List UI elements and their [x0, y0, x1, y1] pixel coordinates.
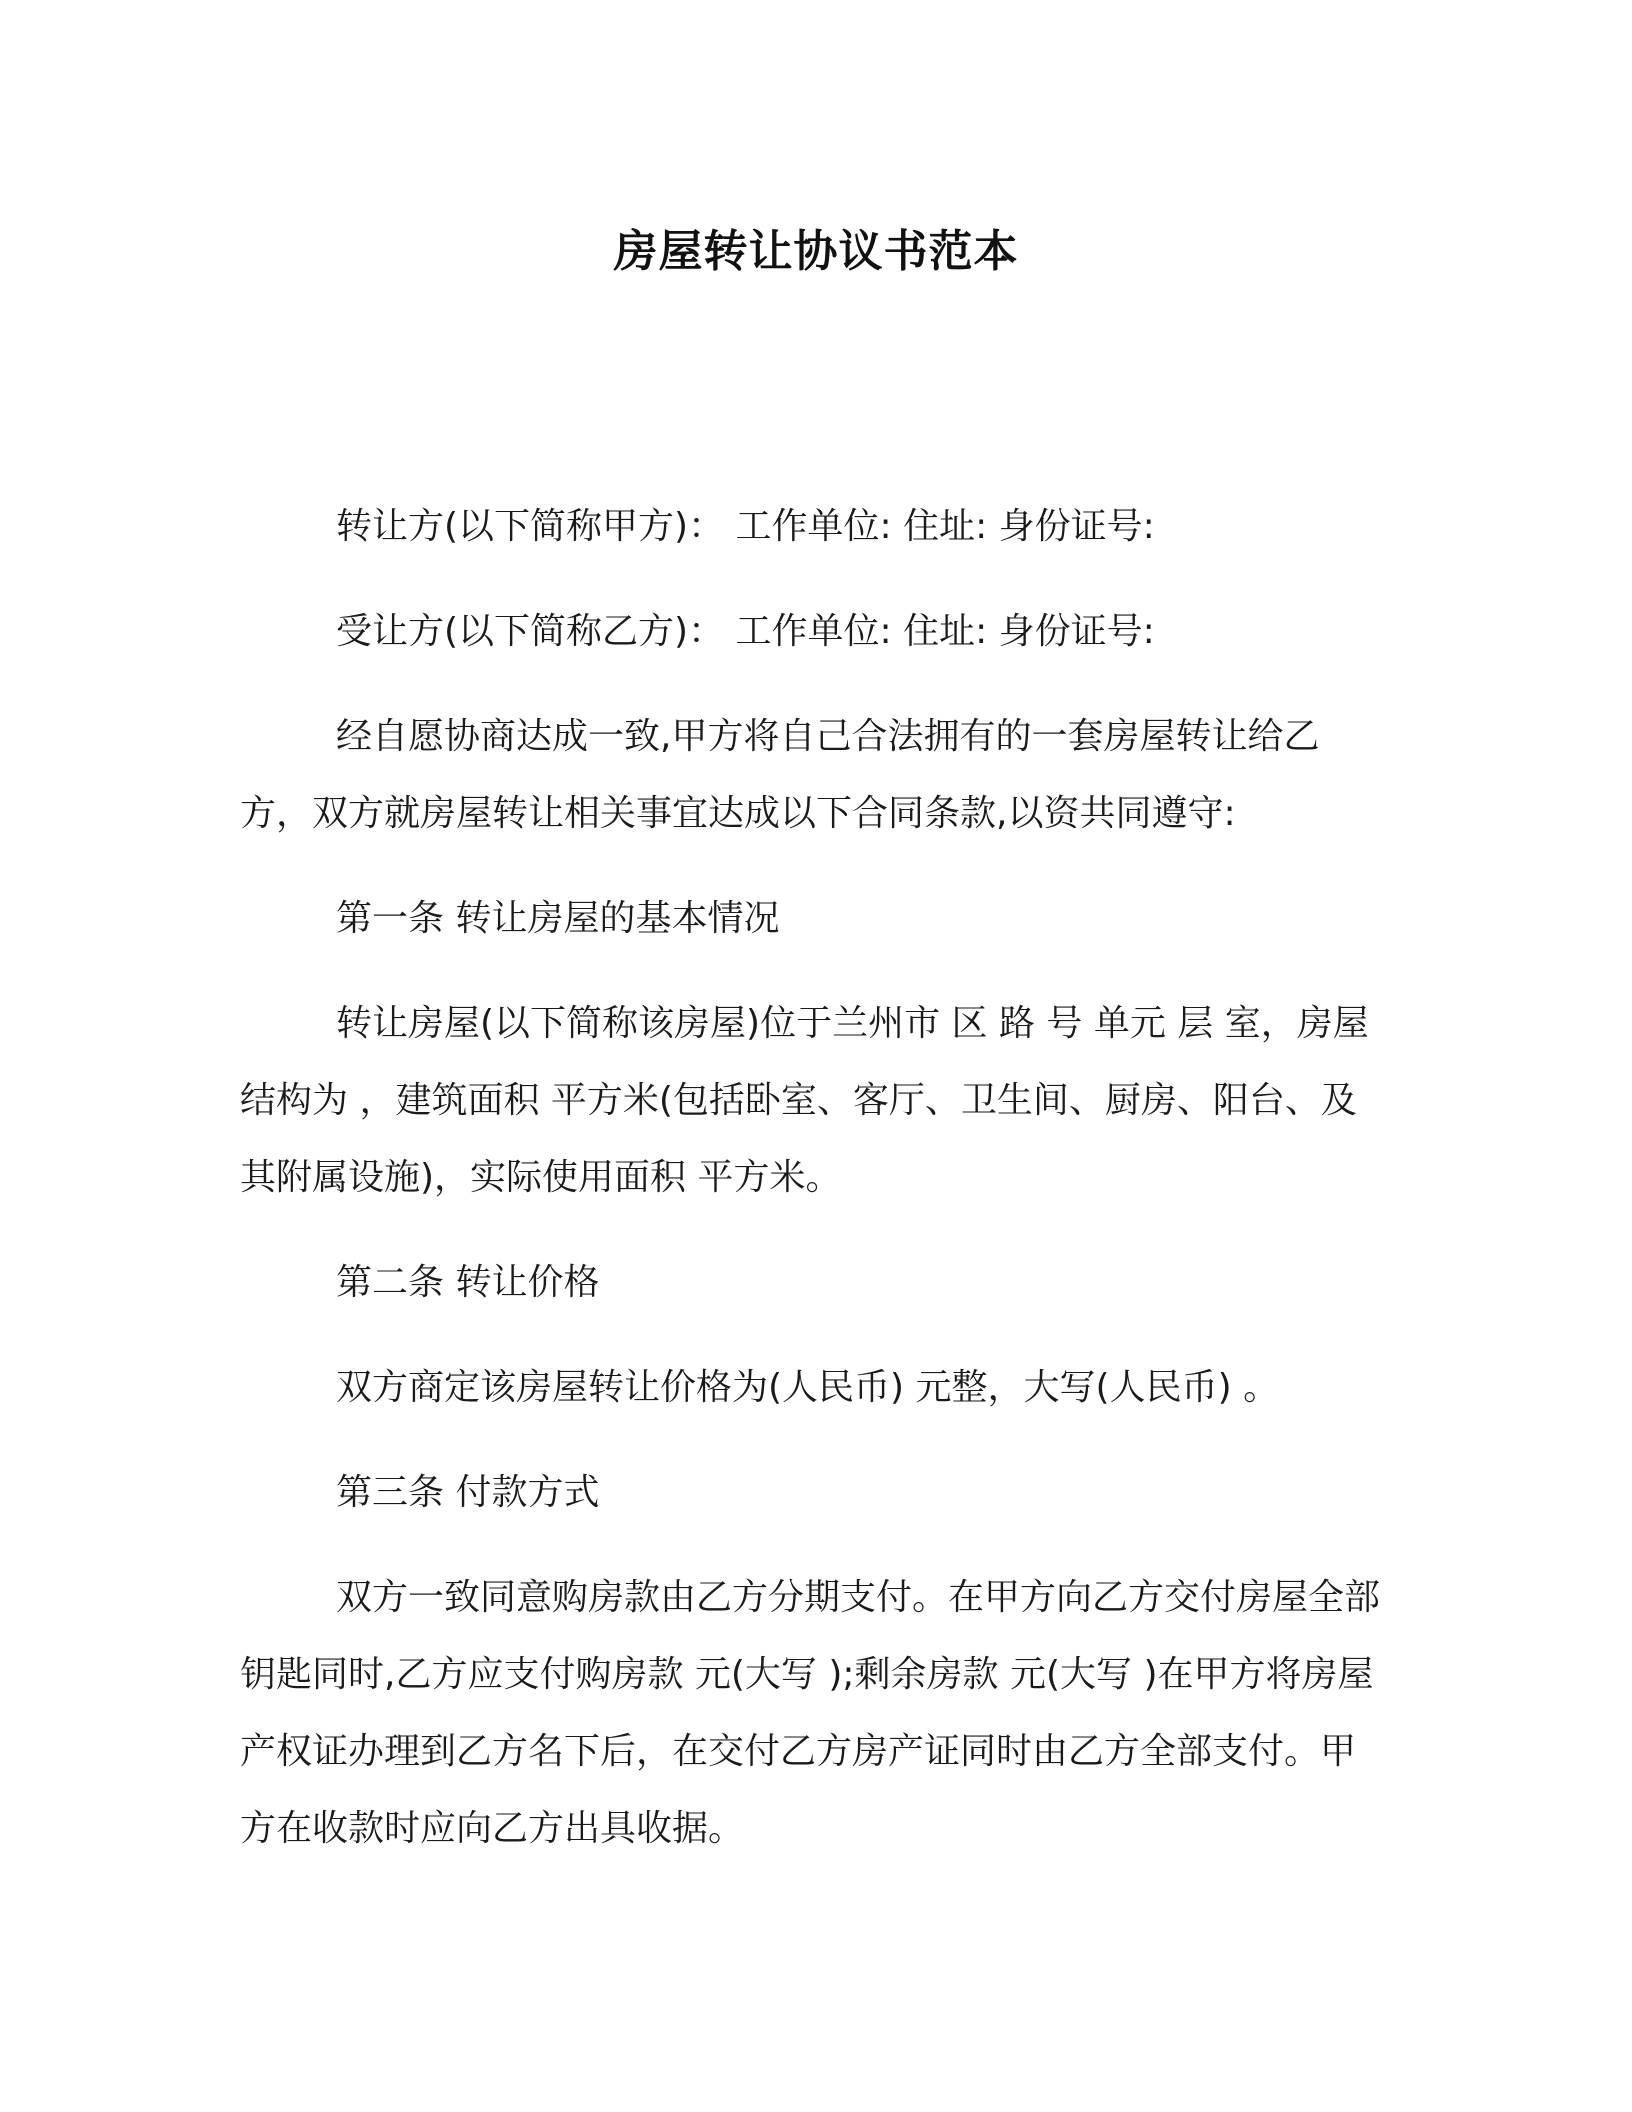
- paragraph-transferor: 转让方(以下简称甲方)： 工作单位: 住址: 身份证号:: [336, 506, 1155, 547]
- article-2-heading: 第二条 转让价格: [336, 1262, 600, 1303]
- document-title: 房屋转让协议书范本: [613, 226, 1019, 277]
- article-1-heading: 第一条 转让房屋的基本情况: [336, 898, 780, 939]
- paragraph-preamble: 经自愿协商达成一致,甲方将自己合法拥有的一套房屋转让给乙方，双方就房屋转让相关事宜达成以下合同条款,以资共同遵守:: [240, 716, 1320, 834]
- paragraph-transferee: 受让方(以下简称乙方)： 工作单位: 住址: 身份证号:: [336, 611, 1155, 652]
- article-3-heading: 第三条 付款方式: [336, 1472, 600, 1513]
- article-1-text: 转让房屋(以下简称该房屋)位于兰州市 区 路 号 单元 层 室，房屋结构为 ，建筑面积 平方米(包括卧室、客厅、卫生间、厨房、阳台、及其附属设施)，实际使用面积 平方米。: [240, 1003, 1369, 1198]
- document-body: [240, 488, 1390, 1895]
- article-2-text: 双方商定该房屋转让价格为(人民币) 元整，大写(人民币) 。: [336, 1367, 1280, 1408]
- article-3-text: 双方一致同意购房款由乙方分期支付。在甲方向乙方交付房屋全部钥匙同时,乙方应支付购房款 元(大写 );剩余房款 元(大写 )在甲方将房屋产权证办理到乙方名下后，在交付乙方房产证同时由乙方全部支付。甲方在收款时应向乙方出具收据。: [240, 1577, 1381, 1849]
